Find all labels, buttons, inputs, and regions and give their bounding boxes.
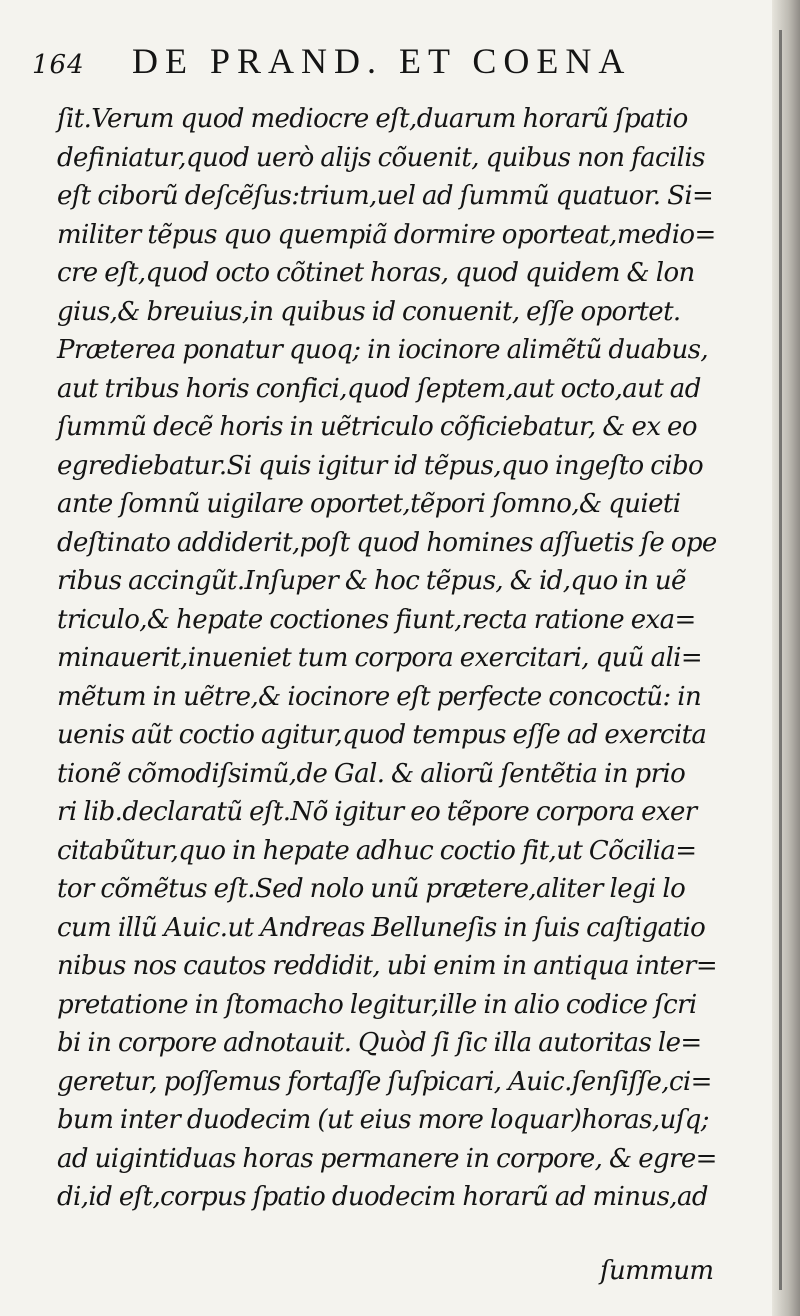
text-line: ribus accingũt.Inſuper & hoc tẽpus, & id,quo in uẽ: [57, 566, 686, 596]
text-line: citabũtur,quo in hepate adhuc coctio fit,ut Cõcilia=: [57, 835, 697, 866]
text-line: bi in corpore adnotauit. Quòd ſi ſic illa autoritas le=: [57, 1028, 702, 1058]
text-line: ante ſomnũ uigilare oportet,tẽpori ſomno,& quieti: [57, 489, 681, 519]
running-head: DE PRAND. ET COENA: [132, 41, 632, 81]
text-line: aut tribus horis confici,quod ſeptem,aut octo,aut ad: [57, 373, 701, 404]
text-line: militer tẽpus quo quempiã dormire oporteat,medio=: [57, 219, 716, 250]
page-gutter: [772, 0, 800, 1316]
text-line: egrediebatur.Si quis igitur id tẽpus,quo ingeſto cibo: [57, 450, 704, 481]
text-line: di,id eſt,corpus ſpatio duodecim horarũ ad minus,ad: [57, 1182, 708, 1212]
text-line: ri lib.declaratũ eſt.Nõ igitur eo tẽpore corpora exer: [57, 797, 697, 827]
text-line: eſt ciborũ deſcẽſus:trium,uel ad ſummũ quatuor. Si=: [57, 181, 714, 211]
text-line: uenis aũt coctio agitur,quod tempus eſſe ad exercita: [57, 720, 707, 750]
text-line: pretatione in ſtomacho legitur,ille in alio codice ſcri: [57, 989, 697, 1020]
text-line: ad uigintiduas horas permanere in corpore, & egre=: [57, 1143, 717, 1174]
text-line: tor cõmẽtus eſt.Sed nolo unũ prætere,aliter legi lo: [57, 874, 686, 904]
text-line: gius,& breuius,in quibus id conuenit, eſſe oportet.: [57, 296, 681, 327]
text-line: minauerit,inueniet tum corpora exercitari, quũ ali=: [57, 643, 703, 673]
text-line: ſummũ decẽ horis in uẽtriculo cõficiebatur, & ex eo: [57, 412, 697, 442]
text-line: bum inter duodecim (ut eius more loquar)horas,uſq;: [57, 1105, 709, 1135]
text-line: tionẽ cõmodiſsimũ,de Gal. & aliorũ ſentẽtia in prio: [57, 758, 686, 789]
text-line: triculo,& hepate coctiones fiunt,recta ratione exa=: [57, 604, 696, 635]
text-line: mẽtum in uẽtre,& iocinore eſt perfecte concoctũ: in: [57, 681, 702, 712]
text-line: deſtinato addiderit,poſt quod homines aſſuetis ſe ope: [57, 527, 717, 558]
text-line: cum illũ Auic.ut Andreas Belluneſis in ſuis caſtigatio: [57, 912, 706, 943]
catchword: ſummum: [600, 1256, 714, 1286]
text-line: Præterea ponatur quoq; in iocinore alimẽtũ duabus,: [57, 335, 709, 365]
body-text: [57, 100, 727, 1217]
text-line: nibus nos cautos reddidit, ubi enim in antiqua inter=: [57, 951, 718, 981]
page-number: 164: [32, 50, 85, 80]
page-header: [32, 38, 732, 90]
text-line: cre eſt,quod octo cõtinet horas, quod quidem & lon: [57, 258, 695, 288]
text-line: definiatur,quod uerò alijs cõuenit, quibus non facilis: [57, 142, 705, 173]
text-line: geretur, poſſemus fortaſſe ſuſpicari, Auic.ſenſiſſe,ci=: [57, 1066, 712, 1097]
binding-edge: [779, 30, 782, 1290]
text-line: ſit.Verum quod mediocre eſt,duarum horarũ ſpatio: [57, 104, 688, 134]
